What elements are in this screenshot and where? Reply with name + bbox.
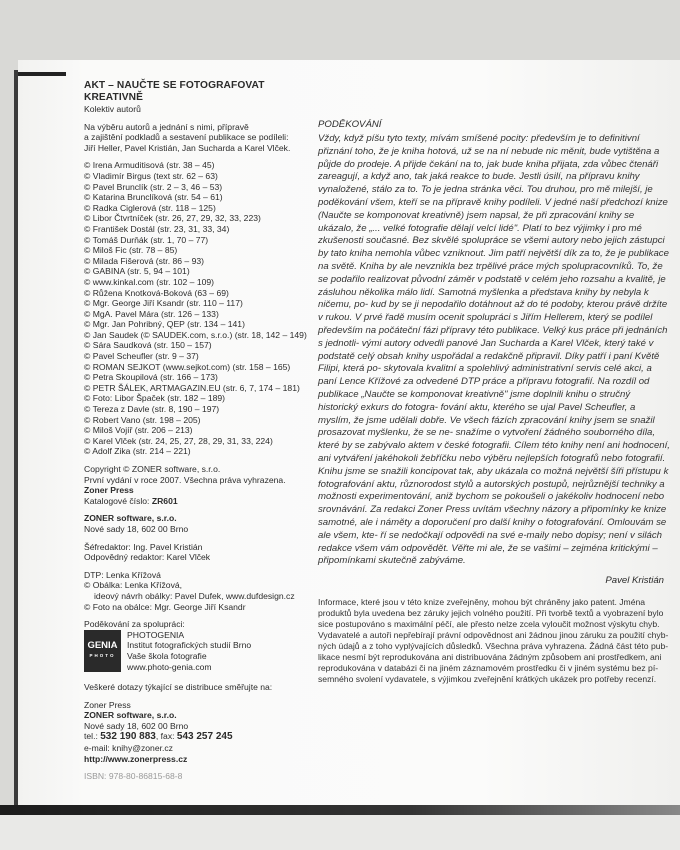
credit-item: © Petra Skoupilová (str. 166 – 173): [84, 372, 218, 383]
text-line: vými autory odvedli panové Jan Sucharda a Karel Vlček, který také v podstatě celý: [318, 337, 654, 362]
legal-line: semného svolení vydavatele, s výjimkou zveřejnění krátkých ukázek pro potřeby recenzí.: [318, 674, 657, 685]
text-line: několika málo lidí. Samotná myšlenka a představa knihy by nebyla k ničemu, po-: [318, 286, 649, 311]
contact-address: Nové sady 18, 602 00 Brno: [84, 720, 189, 731]
credits-list: [84, 160, 310, 457]
text-line: nebo výběru nejlepších fotografů nebo fotografií. Knihu jsme se snažili koncipovat: [318, 452, 666, 477]
text-line: stylů a autorských postupů, nejrůznější techniky a možnosti experimentování, aniž: [318, 478, 665, 503]
credit-item: © Robert Vano (str. 198 – 205): [84, 414, 201, 425]
table-surface: [0, 815, 680, 850]
website: http://www.zonerpress.cz: [84, 753, 188, 764]
cover-design: ideový návrh obálky: Pavel Dufek, www.dufdesign.cz: [94, 590, 295, 601]
text-line: za to. To je jedna stránka věci. Tou druhou, pro mě milejší, je poděkování všem,: [318, 184, 653, 208]
book-top-edge: [18, 72, 66, 76]
catalog: [84, 496, 310, 507]
credit-item: © Miloš Fic (str. 78 – 85): [84, 245, 178, 256]
text-line: snažíme o vytvoření žádného souborného díla, které by se zabývalo aktem v české: [318, 427, 656, 452]
text-line: fování aktu, kterého se ujal Pavel Scheufler, a myslím, že jsme udělali dobře.: [318, 401, 636, 426]
editors-block: [84, 542, 310, 563]
legal-notice: [318, 597, 670, 685]
text-line: V jedné naší předchozí knize (Naučte se komponovat kreativně) jsem napsal, že: [318, 196, 668, 221]
credit-item: © GABINA (str. 5, 94 – 101): [84, 266, 190, 277]
phone-fax: tel.: 532 190 883, fax: 543 257 245: [84, 731, 233, 743]
text-line: V prvé řadě musím ocenit spolupráci s Jiřím Hellerem, který se podílel především: [318, 312, 653, 336]
credit-item: © Milada Fišerová (str. 86 – 93): [84, 255, 205, 266]
legal-line: produktů byla uvedena bez záruky jejich volného použití. Při tvorbě textů a vyobrazení bylo: [318, 608, 664, 619]
credit-item: © Irena Armuditisová (str. 38 – 45): [84, 160, 215, 171]
copyright-block: [84, 464, 310, 506]
acknowledgement-heading: PODĚKOVÁNÍ: [318, 119, 382, 130]
partner-line: www.photo-genia.com: [127, 661, 212, 672]
copyright: Copyright © ZONER software, s.r.o.: [84, 464, 221, 474]
photogenia-logo: GENIA PHOTO: [84, 630, 121, 672]
design-block: [84, 570, 310, 612]
credit-item: © MgA. Pavel Mára (str. 126 – 133): [84, 308, 219, 319]
text-line: Za redakci Zoner Press uvítám všechny názory a připomínky ke knize samotné, ale: [318, 504, 667, 528]
intro-line: a zajištění podkladů a sestavení publikace se podíleli:: [84, 132, 289, 143]
text-line: za to, že je publikace na světě.: [318, 248, 669, 272]
text-line: bychom se pokoušeli o jakékoliv hodnocení nebo srovnávání.: [318, 491, 665, 516]
text-line: kteří se na přípravě knihy podíleli.: [398, 196, 542, 208]
credit-item: © Mgr. George Jiří Ksandr (str. 110 – 117): [84, 298, 243, 309]
catalog-number: ZR601: [151, 495, 178, 506]
book-spine-edge: [14, 70, 18, 805]
text-line: skutečně zabýváme.: [378, 555, 466, 567]
credit-item: © Radka Ciglerová (str. 118 – 125): [84, 202, 216, 213]
thanks-block: [84, 619, 310, 672]
intro-line: Na výběru autorů a jednání s nimi, přípravě: [84, 121, 249, 132]
text-line: bez výjimky i pro mé zkušenosti současné. Bez skvělé spolupráce se všemi autory: [318, 222, 642, 247]
company: ZONER software, s.r.o.: [84, 513, 177, 524]
text-line: tak, aby ukázala co možná největší šíři přístupu k fotografování aktu, různorodost: [318, 465, 669, 490]
text-line: Ve všech fázích zpracování knihy jsem se snažil prosazovat myšlenku, že se ne-: [318, 414, 655, 439]
credit-item: © Vladimír Birgus (text str. 62 – 63): [84, 170, 218, 181]
legal-line: Informace, které jsou v této knize zveřejněny, mohou být chráněny jako patent. Jména: [318, 597, 646, 608]
credit-item: © Libor Čtvrtníček (str. 26, 27, 29, 32, 33, 223): [84, 213, 261, 224]
credit-item: © Katarina Brunclíková (str. 54 – 61): [84, 192, 223, 203]
acknowledgement-column: [318, 118, 670, 685]
publisher: Zoner Press: [84, 485, 134, 496]
isbn: ISBN: 978-80-86815-68-8: [84, 771, 183, 782]
credit-item: © PETR ŠÁLEK, ARTMAGAZIN.EU (str. 6, 7, 174 – 181): [84, 382, 300, 393]
text-line: skytovala kvalitní a spolehlivý administrativní servis celé akci, a paní Lence Křížové: [318, 363, 652, 388]
text-line: Kniha by ale nevznikla bez trpělivé práce mých spolupracovníků. To, že se podařilo: [318, 260, 663, 285]
address: Nové sady 18, 602 00 Brno: [84, 523, 189, 534]
text-line: prodeje. A přijde čekání na to, jak bude kniha přijata, zda vůbec čtenáři zareagují,: [318, 158, 659, 183]
legal-line: reprodukována v databázi či na jiném záznamovém prostředku či v jiném systému bez pí-: [318, 663, 659, 674]
chief-editor: Šéfredaktor: Ing. Pavel Kristián: [84, 541, 203, 552]
credit-item: © Miloš Vojíř (str. 206 – 213): [84, 425, 193, 436]
first-edition: První vydání v roce 2007. Všechna práva vyhrazena.: [84, 474, 286, 485]
email: e-mail: knihy@zoner.cz: [84, 743, 173, 754]
credit-item: © Adolf Zika (str. 214 – 221): [84, 446, 191, 457]
legal-line: sice postupováno s maximální péčí, ale přesto nelze zcela vyloučit možnost výskytu chyb.: [318, 619, 660, 630]
text-line: na počáteční fázi přípravy této publikace. Velký kus práce při jednáních s jednotli-: [318, 324, 668, 349]
credit-item: © Tereza z Davle (str. 8, 190 – 197): [84, 404, 220, 415]
partner-line: PHOTOGENIA: [127, 629, 185, 640]
responsible-editor: Odpovědný redaktor: Karel Vlček: [84, 552, 211, 563]
credit-item: © ROMAN SEJKOT (www.sejkot.com) (str. 158 – 165): [84, 361, 291, 372]
signature: Pavel Kristián: [605, 575, 664, 587]
text-line: a když ano, tak jaká reakce to bude. Jestli úsilí, na přípravu knihy vynaložené, stálo: [318, 171, 640, 196]
fax: 543 257 245: [176, 731, 233, 743]
book-subtitle: Kolektiv autorů: [84, 104, 141, 114]
credit-item: © Mgr. Jan Pohribný, QEP (str. 134 – 141): [84, 319, 245, 330]
cover: © Obálka: Lenka Křížová,: [84, 580, 183, 591]
legal-line: likace nesmí být reprodukována ani distribuována žádným způsobem ani prostředkem, ani: [318, 652, 662, 663]
text-line: vám odpovědět. Věřte mi ale, že se vašimi – zejména kritickými – připomínkami: [318, 542, 658, 567]
text-line: realizovat původní záměr v podstatě v celém jeho rozsahu a kvalitě, je zásluhou: [318, 273, 666, 298]
text-line: i náměty a doporučení pro další knihy o fotografování. Omlouvám se ale všem, kte-: [318, 516, 667, 541]
imprint-column: [84, 80, 310, 782]
credit-item: © www.kinkal.com (str. 102 – 109): [84, 276, 215, 287]
book-title: AKT – NAUČTE SE FOTOGRAFOVAT KREATIVNĚ: [84, 80, 265, 103]
contact-block: [84, 700, 310, 765]
distribution-note: Veškeré dotazy týkající se distribuce směřujte na:: [84, 682, 273, 693]
catalog-label: Katalogové číslo:: [84, 495, 152, 506]
intro: [84, 122, 310, 154]
text-line: ří se nedočkají odpovědi na své e-maily nebo dopisy; není v silách redakce všem: [318, 529, 662, 554]
dtp: DTP: Lenka Křížová: [84, 569, 161, 580]
contact-publisher: Zoner Press: [84, 699, 131, 710]
thanks-label: Poděkování za spolupráci:: [84, 619, 185, 630]
partner-info: [127, 630, 251, 672]
partner-line: Institut fotografických studií Brno: [127, 640, 252, 651]
credit-item: © František Dostál (str. 23, 31, 33, 34): [84, 223, 230, 234]
text-line: komponovat kreativně" jsme doplnili knihu o stručný historický exkurs do fotogra-: [318, 388, 631, 413]
phone: 532 190 883: [100, 731, 156, 743]
text-line: kud by se ji nepodařilo dotáhnout až do té podoby, kterou právě držíte v rukou.: [318, 299, 668, 324]
credit-item: © Jan Saudek (© SAUDEK.com, s.r.o.) (str. 18, 142 – 149): [84, 329, 307, 340]
book-bottom-edge: [0, 805, 680, 815]
credit-item: © Pavel Scheufler (str. 9 – 37): [84, 351, 199, 362]
acknowledgement-text: [318, 133, 670, 568]
text-line: nebo jejich zástupci by tato kniha nemohla vůbec vzniknout. Jim patří největší dík: [318, 235, 665, 260]
credit-item: © Růžena Knotková-Boková (63 – 69): [84, 287, 229, 298]
credit-item: © Sára Saudková (str. 150 – 157): [84, 340, 212, 351]
credit-item: © Tomáš Durňák (str. 1, 70 – 77): [84, 234, 209, 245]
contact-company: ZONER software, s.r.o.: [84, 710, 177, 721]
text-line: toho, že je kniha hotová, už se na ní nebude nic měnit, bude vytištěna a půjde do: [318, 145, 660, 170]
text-line: při zpracování knihy se ukázalo, že „... velké fotografie dělají velcí lidé". Platí to: [318, 209, 635, 234]
partner-line: Vaše škola fotografie: [127, 650, 207, 661]
text-line: fotografii. Cílem této knihy není ani hodnocení, ani vytváření jakéhokoli žebříčku: [318, 440, 670, 464]
company-block: [84, 513, 310, 534]
credit-item: © Foto: Libor Špaček (str. 182 – 189): [84, 393, 226, 404]
legal-line: ných údajů a z toho vyplývajících důsledků. Všechna práva vyhrazena. Žádná část této pub-: [318, 641, 669, 652]
legal-line: Vydavatelé a autoři nepřebírají právní odpovědnost ani žádnou jinou záruku za použití chyb-: [318, 630, 669, 641]
text-line: za odvedené DTP práce a přípravu fotografií. Na rozdíl od publikace „Naučte se: [318, 376, 650, 400]
credit-item: © Pavel Brunclík (str. 2 – 3, 46 – 53): [84, 181, 223, 192]
intro-line: Jiří Heller, Pavel Kristián, Jan Sucharda a Karel Vlček.: [84, 142, 291, 153]
text-line: obsah knihy uspořádal a redakčně připravil. Díky patří i paní Květě Filipi, která po-: [318, 350, 660, 375]
credit-item: © Karel Vlček (str. 24, 25, 27, 28, 29, 31, 33, 224): [84, 435, 273, 446]
partner: [84, 630, 310, 672]
cover-photo: © Foto na obálce: Mgr. George Jiří Ksandr: [84, 601, 246, 612]
text-line: Vždy, když píšu tyto texty, mívám smíšené pocity: především je to definitivní přiznání: [318, 133, 640, 157]
